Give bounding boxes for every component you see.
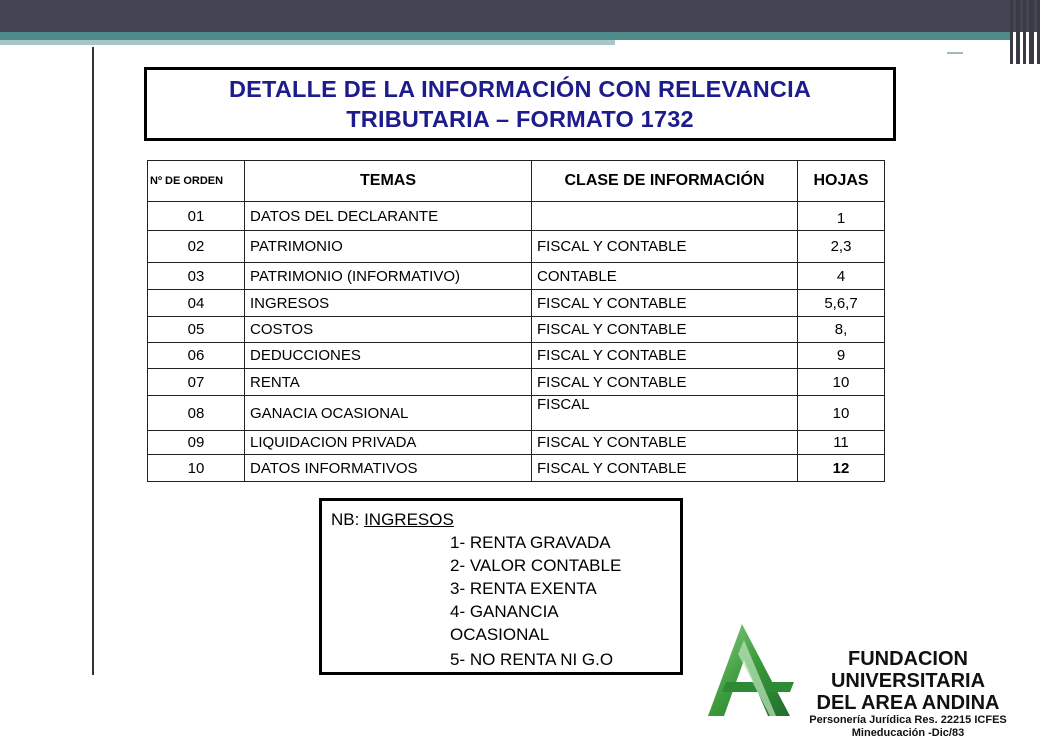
note-title: INGRESOS <box>364 510 454 529</box>
top-banner <box>0 0 1040 32</box>
table-row <box>148 455 885 482</box>
note-item: 2- VALOR CONTABLE <box>450 556 622 575</box>
table-row <box>148 290 885 317</box>
table-row <box>148 231 885 263</box>
cell-hojas: 9 <box>798 343 885 369</box>
cell-clase: FISCAL Y CONTABLE <box>532 317 798 343</box>
logo-line-4: Mineducación -Dic/83 <box>851 727 965 739</box>
table-row <box>148 369 885 396</box>
table-row <box>148 263 885 290</box>
cell-clase: FISCAL Y CONTABLE <box>532 343 798 369</box>
cell-orden: 04 <box>148 290 245 317</box>
cell-tema: DATOS DEL DECLARANTE <box>245 202 532 231</box>
note-prefix: NB: <box>331 510 360 529</box>
cell-clase: FISCAL <box>532 396 798 431</box>
note-item: 4- GANANCIA <box>450 602 559 621</box>
left-rule <box>92 47 94 675</box>
table-header-row <box>148 161 885 202</box>
cell-tema: COSTOS <box>245 317 532 343</box>
logo-text <box>776 648 1040 740</box>
cell-hojas: 11 <box>798 431 885 455</box>
cell-clase: FISCAL Y CONTABLE <box>532 431 798 455</box>
cell-orden: 02 <box>148 231 245 263</box>
note-item: 5- NO RENTA NI G.O <box>450 650 614 669</box>
corner-stripes <box>1010 0 1040 64</box>
table-row <box>148 202 885 231</box>
note-item: OCASIONAL <box>450 625 550 644</box>
header-orden: Nº DE ORDEN <box>148 161 245 202</box>
cell-clase: CONTABLE <box>532 263 798 290</box>
cell-tema: RENTA <box>245 369 532 396</box>
cell-orden: 05 <box>148 317 245 343</box>
accent-bar <box>0 32 1010 40</box>
cell-clase: FISCAL Y CONTABLE <box>532 369 798 396</box>
cell-orden: 01 <box>148 202 245 231</box>
cell-tema: INGRESOS <box>245 290 532 317</box>
info-table <box>147 160 885 482</box>
header-clase: CLASE DE INFORMACIÓN <box>532 161 798 202</box>
cell-hojas: 5,6,7 <box>798 290 885 317</box>
cell-hojas: 10 <box>798 396 885 431</box>
cell-hojas: 12 <box>798 455 885 482</box>
cell-clase: FISCAL Y CONTABLE <box>532 290 798 317</box>
table-row <box>148 317 885 343</box>
cell-clase: FISCAL Y CONTABLE <box>532 231 798 263</box>
note-item: 3- RENTA EXENTA <box>450 579 597 598</box>
cell-hojas: 10 <box>798 369 885 396</box>
cell-orden: 07 <box>148 369 245 396</box>
note-heading <box>331 508 454 531</box>
page-title <box>229 74 811 134</box>
logo-line-1: FUNDACION UNIVERSITARIA <box>830 648 986 692</box>
cell-tema: LIQUIDACION PRIVADA <box>245 431 532 455</box>
decorative-tick <box>947 52 963 54</box>
cell-hojas: 2,3 <box>798 231 885 263</box>
title-box <box>144 67 896 141</box>
table-row <box>148 396 885 431</box>
logo-line-2: DEL AREA ANDINA <box>816 692 1000 714</box>
cell-tema: DATOS INFORMATIVOS <box>245 455 532 482</box>
cell-orden: 08 <box>148 396 245 431</box>
header-temas: TEMAS <box>245 161 532 202</box>
title-line-2: TRIBUTARIA – FORMATO 1732 <box>346 106 694 132</box>
cell-tema: PATRIMONIO <box>245 231 532 263</box>
cell-tema: PATRIMONIO (INFORMATIVO) <box>245 263 532 290</box>
cell-orden: 10 <box>148 455 245 482</box>
accent-bar-light <box>0 40 615 45</box>
note-list <box>450 531 621 671</box>
cell-hojas: 4 <box>798 263 885 290</box>
cell-tema: GANACIA OCASIONAL <box>245 396 532 431</box>
cell-hojas: 1 <box>798 202 885 231</box>
cell-clase: FISCAL Y CONTABLE <box>532 455 798 482</box>
cell-hojas: 8, <box>798 317 885 343</box>
cell-orden: 06 <box>148 343 245 369</box>
cell-clase <box>532 202 798 231</box>
note-item: 1- RENTA GRAVADA <box>450 533 611 552</box>
cell-orden: 09 <box>148 431 245 455</box>
logo-line-3: Personería Jurídica Res. 22215 ICFES <box>809 714 1007 726</box>
note-box <box>319 498 683 675</box>
header-hojas: HOJAS <box>798 161 885 202</box>
cell-orden: 03 <box>148 263 245 290</box>
cell-tema: DEDUCCIONES <box>245 343 532 369</box>
table-row <box>148 343 885 369</box>
title-line-1: DETALLE DE LA INFORMACIÓN CON RELEVANCIA <box>229 76 811 102</box>
table-row <box>148 431 885 455</box>
